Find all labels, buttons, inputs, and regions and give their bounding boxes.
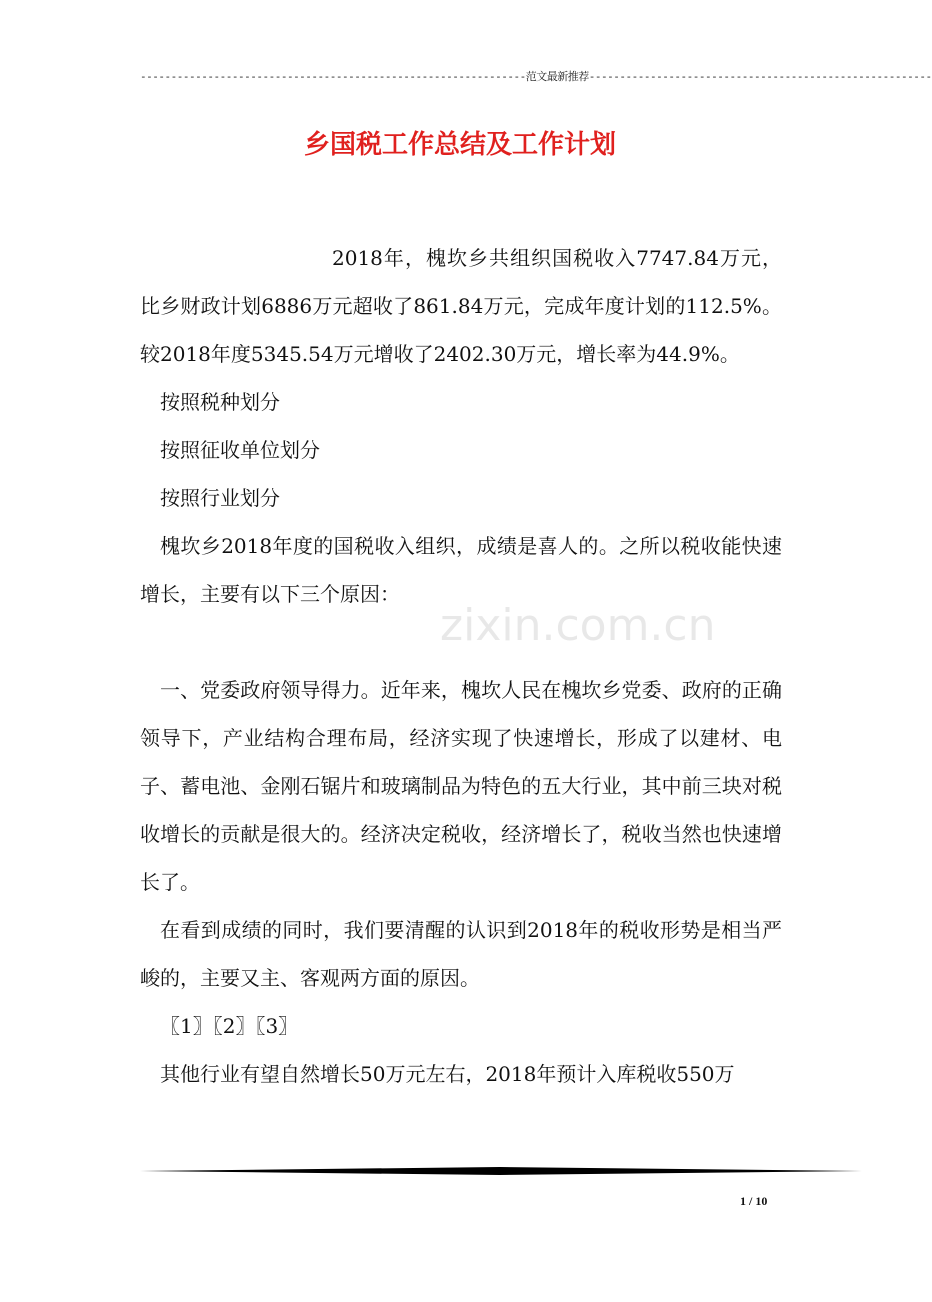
paragraph-references: 〖1〗〖2〗〖3〗	[160, 1014, 299, 1038]
paragraph-by-tax-type: 按照税种划分	[160, 390, 280, 414]
paragraph-reason-one: 一、党委政府领导得力。近年来，槐坎人民在槐坎乡党委、政府的正确领导下，产业结构合理布局，经济实现了快速增长，形成了以建材、电子、蓄电池、金刚石锯片和玻璃制品为特色的五大行业，其中前三块对税收增长的贡献是很大的。经济决定税收，经济增长了，税收当然也快速增长了。	[140, 678, 782, 894]
header-banner: ---------------------------------------------------------------范文最新推荐--------------------------------------------------------	[140, 70, 932, 83]
paragraph-intro: 2018年，槐坎乡共组织国税收入7747.84万元，比乡财政计划6886万元超收了861.84万元，完成年度计划的112.5%。较2018年度5345.54万元增收了2402.30万元，增长率为44.9%。	[140, 246, 782, 366]
document-body	[140, 234, 782, 1098]
watermark: zixin.com.cn	[440, 600, 716, 651]
page-number: 1 / 10	[740, 1194, 768, 1208]
paragraph-reasons-intro: 槐坎乡2018年度的国税收入组织，成绩是喜人的。之所以税收能快速增长，主要有以下三个原因：	[140, 534, 782, 606]
footer-rule	[140, 1166, 862, 1176]
paragraph-forecast: 其他行业有望自然增长50万元左右，2018年预计入库税收550万	[160, 1062, 735, 1086]
paragraph-by-industry: 按照行业划分	[160, 486, 280, 510]
blank-line	[140, 618, 782, 666]
paragraph-by-collection-unit: 按照征收单位划分	[160, 438, 320, 462]
paragraph-situation: 在看到成绩的同时，我们要清醒的认识到2018年的税收形势是相当严峻的，主要又主、客观两方面的原因。	[140, 918, 782, 990]
document-title: 乡国税工作总结及工作计划	[303, 130, 616, 160]
